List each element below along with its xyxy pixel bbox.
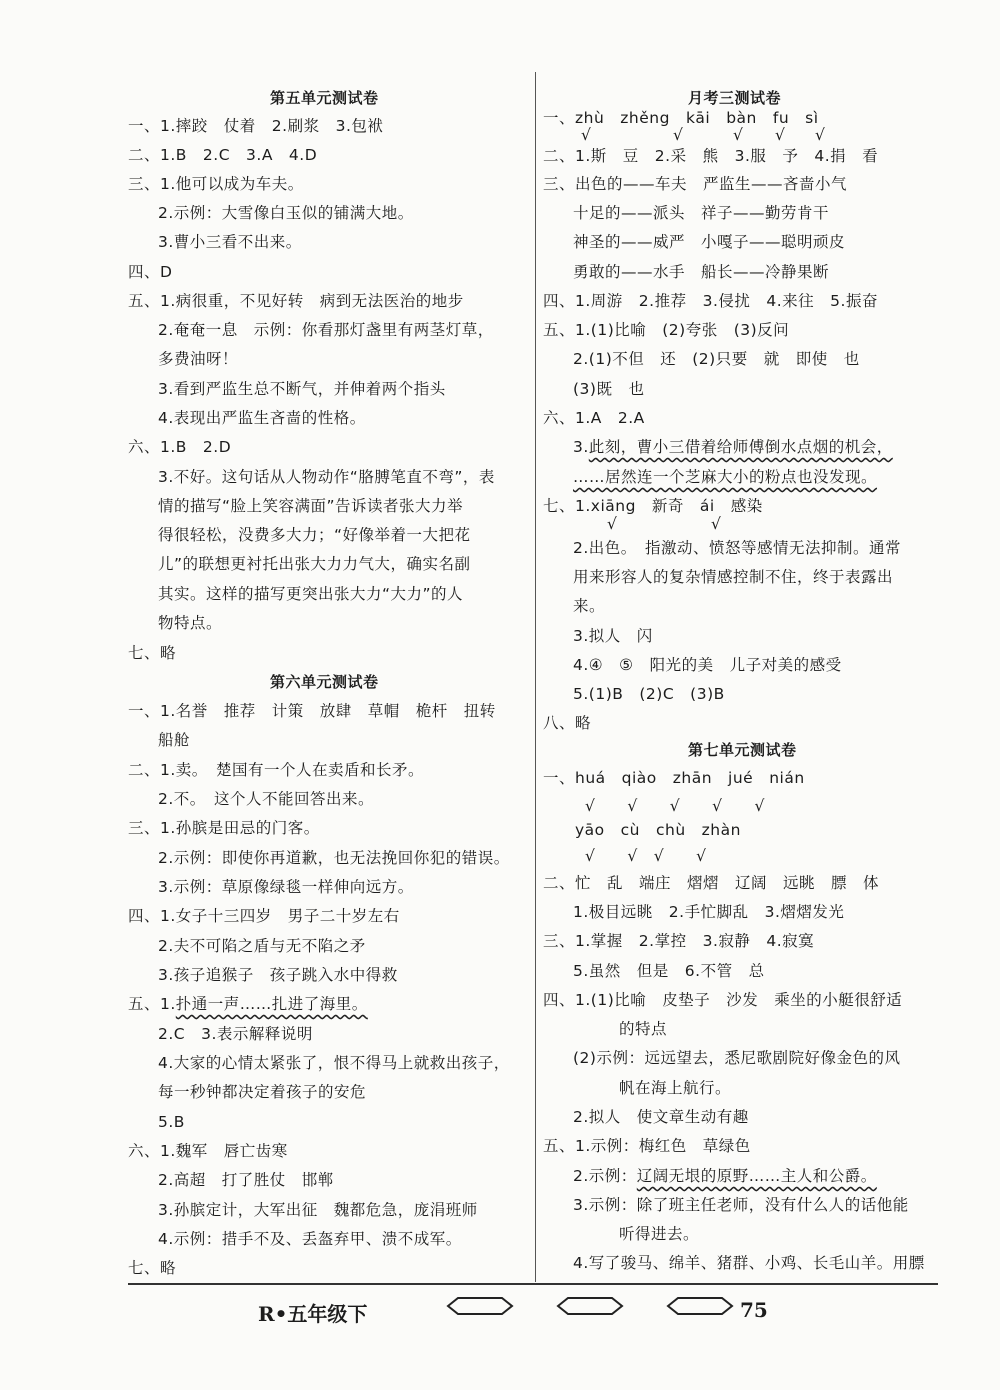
answer-line: 二、忙 乱 端庄 熠熠 辽阔 远眺 膘 体 <box>543 874 880 892</box>
answer-line: 5.虽然 但是 6.不管 总 <box>573 962 765 980</box>
answer-text: 五、1. <box>128 995 176 1013</box>
answer-line <box>128 994 368 1014</box>
answer-line: 三、1.掌握 2.掌控 3.寂静 4.寂寞 <box>543 932 815 950</box>
answer-line: 3.孙膑定计，大军出征 魏都危急，庞涓班师 <box>158 1201 478 1219</box>
answer-line: 得很轻松，没费多大力；“好像举着一大把花 <box>158 526 471 544</box>
answer-line <box>573 437 893 457</box>
column-divider <box>535 72 536 1282</box>
answer-line: 四、1.女子十三四岁 男子二十岁左右 <box>128 907 400 925</box>
answer-line: √ <box>733 126 744 144</box>
answer-line: 4.大家的心情太紧张了，恨不得马上就救出孩子， <box>158 1054 510 1072</box>
answer-line: 听得进去。 <box>619 1225 700 1243</box>
answer-line: yāo cù chù zhàn <box>575 821 741 839</box>
answer-line: 十足的——派头 祥子——勤劳肯干 <box>573 204 830 222</box>
wavy-underlined-text: 辽阔无垠的原野……主人和公爵。 <box>636 1167 877 1185</box>
answer-line: 多费油呀！ <box>158 350 239 368</box>
answer-line: √ <box>581 126 592 144</box>
answer-line: 二、1.卖。 楚国有一个人在卖盾和长矛。 <box>128 761 425 779</box>
answer-line: 每一秒钟都决定着孩子的安危 <box>158 1083 367 1101</box>
answer-line: 5.B <box>158 1113 185 1131</box>
section-title: 第五单元测试卷 <box>270 89 379 107</box>
answer-line: 一、1.摔跤 仗着 2.刷浆 3.包袱 <box>128 117 384 135</box>
answer-line: 八、略 <box>543 714 592 732</box>
answer-line: 2.不。 这个人不能回答出来。 <box>158 790 375 808</box>
answer-line: 其实。这样的描写更突出张大力“大力”的人 <box>158 585 464 603</box>
answer-line: 1.极目远眺 2.手忙脚乱 3.熠熠发光 <box>573 903 845 921</box>
answer-line: 勇敢的——水手 船长——冷静果断 <box>573 263 830 281</box>
answer-line: 神圣的——威严 小嘎子——聪明顽皮 <box>573 233 846 251</box>
diamond-ornament <box>666 1296 734 1316</box>
answer-line: 三、1.孙膑是田忌的门客。 <box>128 819 320 837</box>
answer-line: 2.(1)不但 还 (2)只要 就 即使 也 <box>573 350 860 368</box>
answer-line: 四、D <box>128 263 173 281</box>
answer-line: √ √ √ √ √ <box>585 797 765 815</box>
answer-line: √ √ √ √ <box>585 847 707 865</box>
answer-line: (2)示例：远远望去，悉尼歌剧院好像金色的风 <box>573 1049 901 1067</box>
answer-line: 来。 <box>573 597 606 615</box>
answer-line: 3.不好。这句话从人物动作“胳膊笔直不弯”，表 <box>158 468 495 486</box>
answer-line: 七、略 <box>128 1259 177 1277</box>
answer-line: 船舱 <box>158 731 191 749</box>
answer-line: 2.拟人 使文章生动有趣 <box>573 1108 749 1126</box>
answer-line: 五、1.示例：梅红色 草绿色 <box>543 1137 751 1155</box>
answer-line: 2.示例：大雪像白玉似的铺满大地。 <box>158 204 414 222</box>
answer-line: (3)既 也 <box>573 380 645 398</box>
answer-line: 用来形容人的复杂情感控制不住，终于表露出 <box>573 568 894 586</box>
answer-line: 五、1.病很重，不见好转 病到无法医治的地步 <box>128 292 464 310</box>
answer-text: 3. <box>573 438 589 456</box>
answer-line: 3.看到严监生总不断气，并伸着两个指头 <box>158 380 446 398</box>
answer-text: 2.示例： <box>573 1167 637 1185</box>
answer-line: 六、1.B 2.D <box>128 438 232 456</box>
answer-line: 一、zhù zhěng kāi bàn fu sì <box>543 109 819 127</box>
wavy-underlined-text: ……居然连一个芝麻大小的粉点也没发现。 <box>573 468 878 486</box>
answer-line: 七、略 <box>128 644 177 662</box>
answer-line: 5.(1)B (2)C (3)B <box>573 685 725 703</box>
answer-line: 五、1.(1)比喻 (2)夸张 (3)反问 <box>543 321 790 339</box>
answer-line: 4.写了骏马、绵羊、猪群、小鸡、长毛山羊。用膘 <box>573 1254 925 1272</box>
answer-line: 3.拟人 闪 <box>573 627 653 645</box>
answer-line: 4.④ ⑤ 阳光的美 儿子对美的感受 <box>573 656 842 674</box>
footer-grade-label: R•五年级下 <box>258 1302 368 1326</box>
answer-line: 3.曹小三看不出来。 <box>158 233 302 251</box>
answer-line: 2.示例：即使你再道歉，也无法挽回你犯的错误。 <box>158 849 510 867</box>
answer-line: 儿”的联想更衬托出张大力力气大，确实名副 <box>158 555 471 573</box>
answer-line: 2.高超 打了胜仗 邯郸 <box>158 1171 334 1189</box>
answer-line: √ <box>607 515 618 533</box>
answer-line: √ <box>711 515 722 533</box>
answer-line: 六、1.魏军 唇亡齿寒 <box>128 1142 288 1160</box>
answer-line: 2.C 3.表示解释说明 <box>158 1025 313 1043</box>
footer-rule <box>128 1283 938 1285</box>
answer-line: 四、1.(1)比喻 皮垫子 沙发 乘坐的小艇很舒适 <box>543 991 903 1009</box>
diamond-ornament <box>556 1296 624 1316</box>
answer-line: √ <box>775 126 786 144</box>
answer-line: 六、1.A 2.A <box>543 409 645 427</box>
section-title: 月考三测试卷 <box>688 89 782 107</box>
answer-line: 一、huá qiào zhān jué nián <box>543 769 805 787</box>
answer-line: 4.示例：措手不及、丢盔弃甲、溃不成军。 <box>158 1230 462 1248</box>
answer-line: 帆在海上航行。 <box>619 1079 732 1097</box>
answer-line: 三、1.他可以成为车夫。 <box>128 175 304 193</box>
answer-line <box>573 1166 877 1186</box>
wavy-underlined-text: 此刻，曹小三借着给师傅倒水点烟的机会， <box>588 438 893 456</box>
answer-line: 二、1.斯 豆 2.采 熊 3.服 予 4.捐 看 <box>543 147 879 165</box>
answer-line: √ <box>815 126 826 144</box>
answer-line: 四、1.周游 2.推荐 3.侵扰 4.来往 5.振奋 <box>543 292 878 310</box>
section-title: 第六单元测试卷 <box>270 673 379 691</box>
answer-line <box>573 467 877 487</box>
page-number: 75 <box>740 1298 768 1322</box>
answer-line: 二、1.B 2.C 3.A 4.D <box>128 146 318 164</box>
answer-line: 2.出色。 指激动、愤怒等感情无法抑制。通常 <box>573 539 902 557</box>
answer-line: 4.表现出严监生吝啬的性格。 <box>158 409 366 427</box>
answer-line: 3.孩子追猴子 孩子跳入水中得救 <box>158 966 398 984</box>
answer-line: 3.示例：除了班主任老师，没有什么人的话他能 <box>573 1196 909 1214</box>
answer-line: 3.示例：草原像绿毯一样伸向远方。 <box>158 878 414 896</box>
diamond-ornament <box>446 1296 514 1316</box>
answer-line: 2.奄奄一息 示例：你看那灯盏里有两茎灯草， <box>158 321 494 339</box>
wavy-underlined-text: 扑通一声……扎进了海里。 <box>175 995 368 1013</box>
answer-line: 七、1.xiāng 新奇 ái 感染 <box>543 497 763 515</box>
section-title: 第七单元测试卷 <box>688 741 797 759</box>
answer-line: 一、1.名誉 推荐 计策 放肆 草帽 桅杆 扭转 <box>128 702 496 720</box>
answer-line: 情的描写“脸上笑容满面”告诉读者张大力举 <box>158 497 464 515</box>
answer-line: 三、出色的——车夫 严监生——吝啬小气 <box>543 175 848 193</box>
answer-line: √ <box>673 126 684 144</box>
answer-line: 2.夫不可陷之盾与无不陷之矛 <box>158 937 366 955</box>
answer-line: 物特点。 <box>158 614 223 632</box>
answer-line: 的特点 <box>619 1020 668 1038</box>
